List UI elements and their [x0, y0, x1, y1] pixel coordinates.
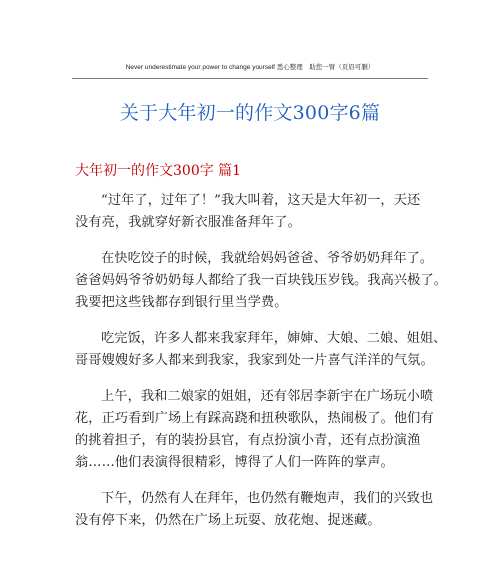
paragraph-line: 爸爸妈妈爷爷奶奶每人都给了我一百块钱压岁钱。我高兴极了。	[75, 273, 448, 288]
paragraph-2	[75, 248, 448, 314]
paragraph-line: 下午，仍然有人在拜年，也仍然有鞭炮声，我们的兴致也	[101, 491, 434, 506]
paragraph-line: 哥哥嫂嫂好多人都来到我家，我家到处一片喜气洋洋的气氛。	[75, 353, 434, 368]
paragraph-3	[75, 328, 447, 372]
page-header: Never underestimate your power to change yourself 悉心整理 助您一臂（页眉可删）	[125, 64, 375, 71]
paragraph-line: “过年了，过年了！”我大叫着，这天是大年初一，天还	[101, 193, 421, 208]
paragraph-line: 花，正巧看到广场上有踩高跷和扭秧歌队，热闹极了。他们有	[75, 411, 434, 426]
paragraph-line: 的挑着担子，有的装扮县官，有点扮演小青，还有点扮演渔	[75, 433, 421, 448]
paragraph-4	[75, 386, 434, 474]
paragraph-5	[75, 488, 434, 532]
document-title: 关于大年初一的作文300字6篇	[119, 102, 381, 124]
paragraph-line: 没有亮，我就穿好新衣服准备拜年了。	[75, 215, 301, 230]
paragraph-1	[75, 190, 430, 234]
header-divider	[72, 78, 428, 79]
paragraph-line: 没有停下来，仍然在广场上玩耍、放花炮、捉迷藏。	[75, 513, 381, 528]
paragraph-line: 我要把这些钱都存到银行里当学费。	[75, 295, 288, 310]
paragraph-line: 吃完饭，许多人都来我家拜年，婶婶、大娘、二娘、姐姐、	[101, 331, 447, 346]
paragraph-line: 上午，我和二娘家的姐姐，还有邻居李新宇在广场玩小喷	[101, 389, 434, 404]
section-heading: 大年初一的作文300字 篇1	[75, 163, 242, 179]
body-text	[75, 190, 448, 546]
paragraph-line: 在快吃饺子的时候，我就给妈妈爸爸、爷爷奶奶拜年了。	[101, 251, 434, 266]
paragraph-line: 翁……他们表演得很精彩，博得了人们一阵阵的掌声。	[75, 455, 394, 470]
